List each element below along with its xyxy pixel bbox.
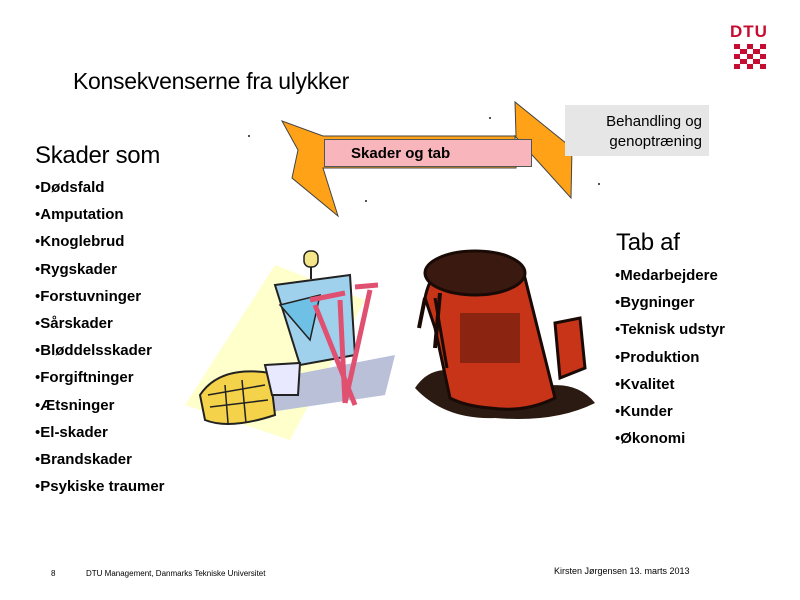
list-item: • Bløddelsskader bbox=[35, 341, 165, 368]
list-item: • El-skader bbox=[35, 423, 165, 450]
decorative-dot bbox=[598, 183, 600, 185]
list-item: • Ætsninger bbox=[35, 396, 165, 423]
list-item: • Økonomi bbox=[615, 429, 725, 456]
spilled-barrel-icon bbox=[405, 238, 600, 423]
footer-author-date: Kirsten Jørgensen 13. marts 2013 bbox=[554, 566, 690, 576]
list-item: • Kvalitet bbox=[615, 375, 725, 402]
tab-list bbox=[615, 266, 725, 456]
list-item: • Rygskader bbox=[35, 260, 165, 287]
list-item: • Knoglebrud bbox=[35, 232, 165, 259]
decorative-dot bbox=[248, 135, 250, 137]
decorative-dot bbox=[489, 117, 491, 119]
dtu-logo-icon bbox=[730, 43, 770, 71]
dtu-logo-text: DTU bbox=[730, 22, 768, 41]
skader-heading: Skader som bbox=[35, 142, 161, 169]
behandling-box bbox=[565, 105, 709, 156]
skader-list bbox=[35, 178, 165, 504]
list-item: • Dødsfald bbox=[35, 178, 165, 205]
list-item: • Forgiftninger bbox=[35, 368, 165, 395]
footer-institution: DTU Management, Danmarks Tekniske Universitet bbox=[86, 569, 266, 578]
behandling-line-2: genoptræning bbox=[609, 133, 702, 150]
list-item: • Kunder bbox=[615, 402, 725, 429]
tab-heading: Tab af bbox=[616, 229, 680, 256]
list-item: • Brandskader bbox=[35, 450, 165, 477]
list-item: • Teknisk udstyr bbox=[615, 320, 725, 347]
list-item: • Amputation bbox=[35, 205, 165, 232]
page-number: 8 bbox=[51, 569, 56, 578]
broken-leg-crutches-icon bbox=[180, 245, 395, 440]
list-item: • Psykiske traumer bbox=[35, 477, 165, 504]
dtu-logo bbox=[730, 22, 770, 72]
list-item: • Produktion bbox=[615, 348, 725, 375]
decorative-dot bbox=[365, 200, 367, 202]
list-item: • Bygninger bbox=[615, 293, 725, 320]
slide-title: Konsekvenserne fra ulykker bbox=[73, 68, 350, 94]
arrow-label: Skader og tab bbox=[324, 139, 532, 167]
list-item: • Forstuvninger bbox=[35, 287, 165, 314]
list-item: • Medarbejdere bbox=[615, 266, 725, 293]
behandling-line-1: Behandling og bbox=[606, 113, 702, 130]
list-item: • Sårskader bbox=[35, 314, 165, 341]
